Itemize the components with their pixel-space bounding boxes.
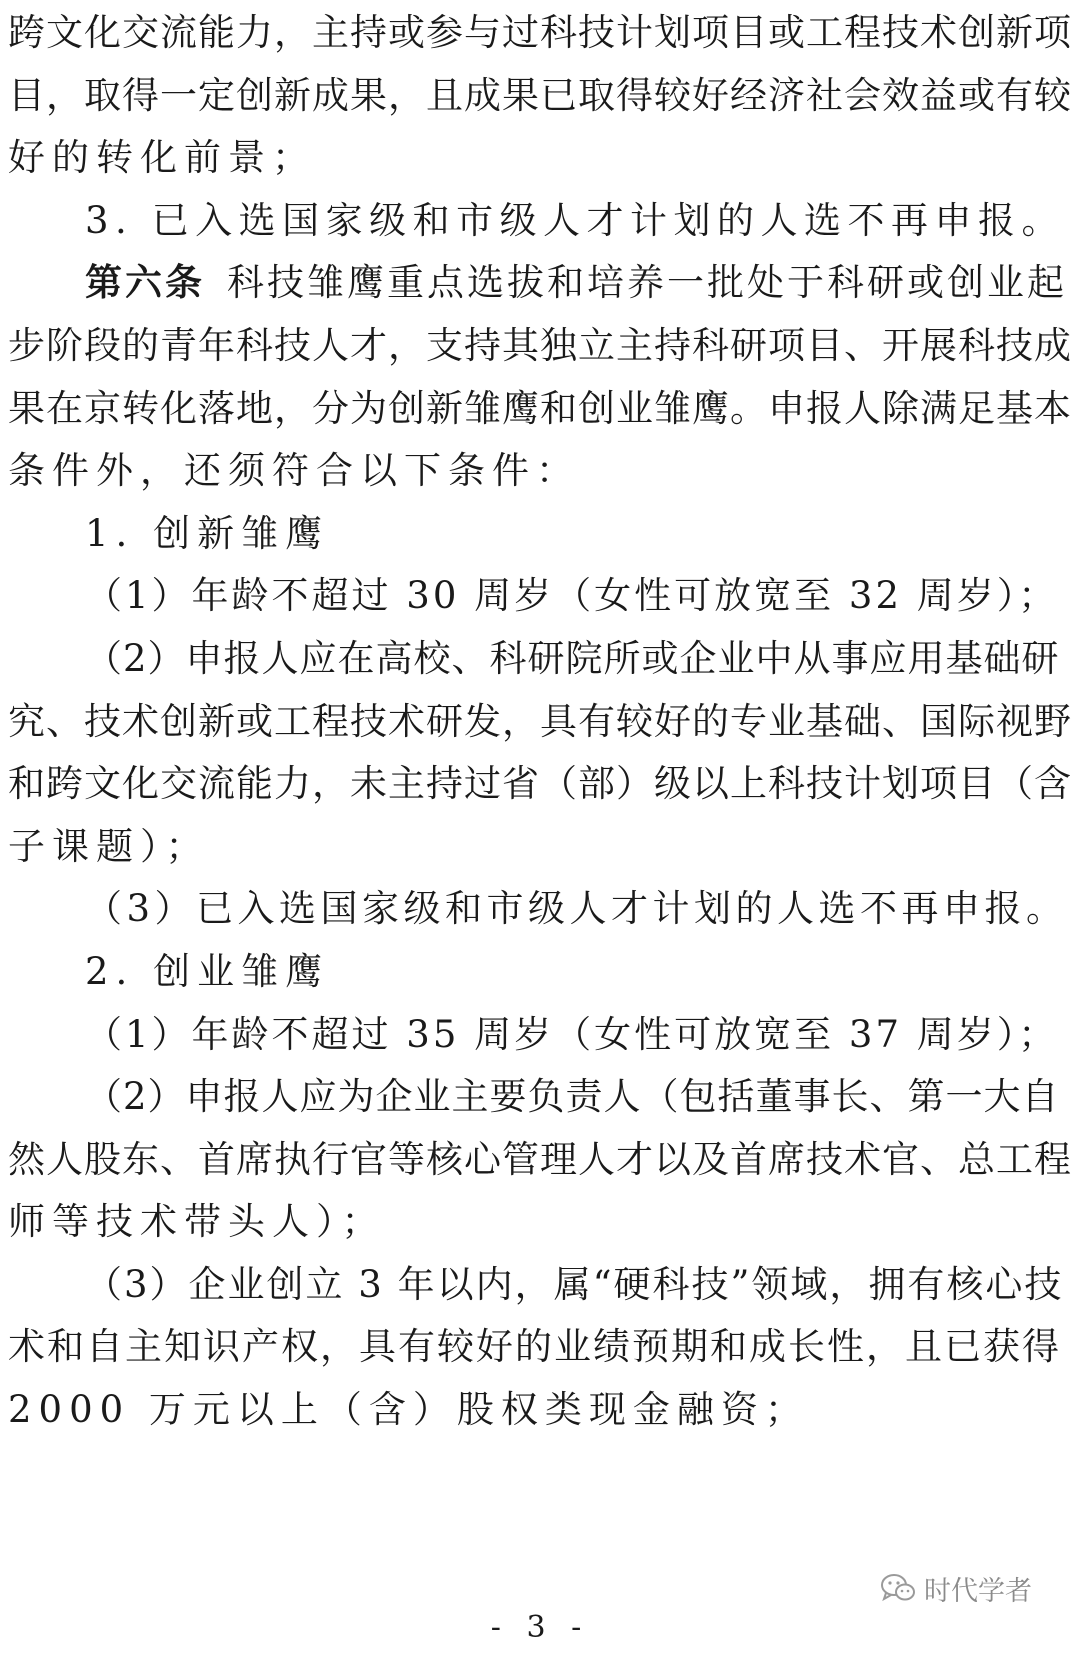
page-number: - 3 -	[490, 1610, 590, 1645]
text-line	[8, 2, 1072, 65]
line-text: 2. 创业雏鹰	[85, 949, 330, 993]
text-line	[8, 378, 1072, 441]
text-line	[8, 1191, 1072, 1254]
line-text: 子课题）；	[8, 824, 210, 868]
document-body	[8, 2, 1072, 1442]
text-line	[8, 878, 1072, 941]
line-text: 步阶段的青年科技人才，支持其独立主持科研项目、开展科技成	[8, 323, 1072, 367]
line-text: 2000 万元以上（含）股权类现金融资；	[8, 1388, 809, 1432]
line-text: 目，取得一定创新成果，且成果已取得较好经济社会效益或有较	[8, 73, 1072, 117]
line-text: （1）年龄不超过 35 周岁（女性可放宽至 37 周岁）；	[85, 1012, 1059, 1056]
text-line	[8, 1316, 1072, 1379]
text-line	[8, 816, 1072, 879]
text-line	[8, 65, 1072, 128]
line-text: 和跨文化交流能力，未主持过省（部）级以上科技计划项目（含	[8, 762, 1072, 806]
text-line	[8, 503, 1072, 566]
text-line	[8, 753, 1072, 816]
line-text: 然人股东、首席执行官等核心管理人才以及首席技术官、总工程	[8, 1137, 1072, 1181]
line-text: （3）企业创立 3 年以内，属“硬科技”领域，拥有核心技	[85, 1262, 1064, 1306]
article-heading: 第六条	[85, 261, 205, 305]
text-line	[8, 628, 1072, 691]
line-text: 师等技术带头人）；	[8, 1200, 386, 1244]
text-line	[8, 190, 1072, 253]
text-line	[8, 1004, 1072, 1067]
line-text: （1）年龄不超过 30 周岁（女性可放宽至 32 周岁）；	[85, 574, 1059, 618]
text-line	[8, 1379, 1072, 1442]
line-text: （2）申报人应在高校、科研院所或企业中从事应用基础研	[85, 636, 1060, 680]
text-line	[8, 691, 1072, 754]
line-text: （2）申报人应为企业主要负责人（包括董事长、第一大自	[85, 1075, 1060, 1119]
line-text: 条件外，还须符合以下条件：	[8, 449, 580, 493]
wechat-icon	[880, 1573, 916, 1603]
text-line	[8, 941, 1072, 1004]
line-text: 跨文化交流能力，主持或参与过科技计划项目或工程技术创新项	[8, 11, 1072, 54]
line-text: 1. 创新雏鹰	[85, 511, 330, 555]
watermark	[880, 1566, 1032, 1610]
text-line	[8, 1066, 1072, 1129]
line-text: 果在京转化落地，分为创新雏鹰和创业雏鹰。申报人除满足基本	[8, 386, 1072, 430]
text-line	[8, 440, 1072, 503]
text-line	[8, 1129, 1072, 1192]
text-line	[8, 1254, 1072, 1317]
line-text: 究、技术创新或工程技术研发，具有较好的专业基础、国际视野	[8, 699, 1072, 743]
line-text: 科技雏鹰重点选拔和培养一批处于科研或创业起	[227, 261, 1067, 305]
line-text: 好的转化前景；	[8, 136, 316, 180]
text-line	[8, 315, 1072, 378]
watermark-text: 时代学者	[924, 1575, 1032, 1607]
line-text: 术和自主知识产权，具有较好的业绩预期和成长性，且已获得	[8, 1325, 1061, 1369]
text-line	[8, 252, 1072, 315]
text-line	[8, 565, 1072, 628]
line-text: 3. 已入选国家级和市级人才计划的人选不再申报。	[85, 198, 1066, 242]
line-text: （3）已入选国家级和市级人才计划的人选不再申报。	[85, 887, 1068, 931]
text-line	[8, 127, 1072, 190]
